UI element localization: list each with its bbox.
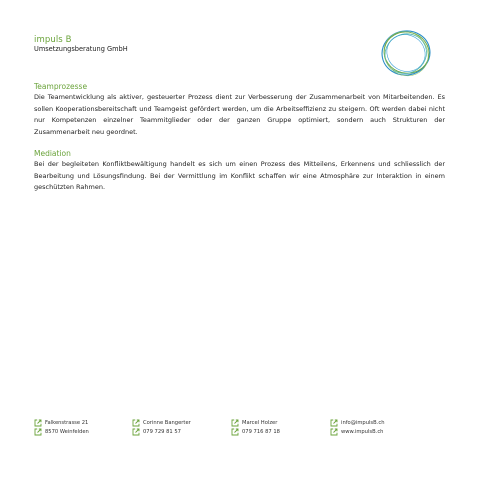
address-street: Falkenstrasse 21 [45,419,89,426]
person2-name: Marcel Holzer [242,419,278,426]
arrow-box-icon [34,428,42,436]
footer-person2 [231,418,280,436]
arrow-box-icon [132,419,140,427]
section-teamprozesse [34,82,445,138]
arrow-box-icon [34,419,42,427]
footer-contact [330,418,384,436]
concentric-circles-logo-icon [378,28,434,78]
content [34,82,445,205]
person1-name: Corinne Bangerter [143,419,191,426]
footer-address [34,418,89,436]
arrow-box-icon [132,428,140,436]
person2-phone[interactable]: 079 716 87 18 [242,428,280,435]
person1-phone[interactable]: 079 729 81 57 [143,428,181,435]
arrow-box-icon [330,428,338,436]
section-title: Mediation [34,149,71,158]
footer-person1 [132,418,191,436]
address-city: 8570 Weinfelden [45,428,89,435]
contact-email[interactable]: info@impulsB.ch [341,419,385,426]
company-name: Umsetzungsberatung GmbH [34,45,128,53]
arrow-box-icon [231,419,239,427]
brand-name: impuls B [34,35,72,45]
header [34,35,128,54]
arrow-box-icon [231,428,239,436]
section-body: Bei der begleiteten Konfliktbewältigung handelt es sich um einen Prozess des Mitteilens, Erkennens und schliesslich der Bearbeitung und Lösungsfindung. Bei der Vermittlung im Konflikt schaffen wir eine Atmosphäre zur Interaktion in einem geschützten Rahmen. [34,160,445,191]
contact-web[interactable]: www.impulsB.ch [341,428,384,435]
section-title: Teamprozesse [34,82,88,91]
footer [34,418,446,438]
arrow-box-icon [330,419,338,427]
section-body: Die Teamentwicklung als aktiver, gesteuerter Prozess dient zur Verbesserung der Zusammenarbeit von Mitarbeitenden. Es sollen Kooperationsbereitschaft und Teamgeist gefördert werden, um die Arbeitseffizienz zu steigern. Oft werden dabei nicht nur Kompetenzen einzelner Teammitglieder oder der ganzen Gruppe optimiert, sondern auch Strukturen der Zusammenarbeit neu geordnet. [34,93,445,136]
section-mediation [34,149,445,194]
